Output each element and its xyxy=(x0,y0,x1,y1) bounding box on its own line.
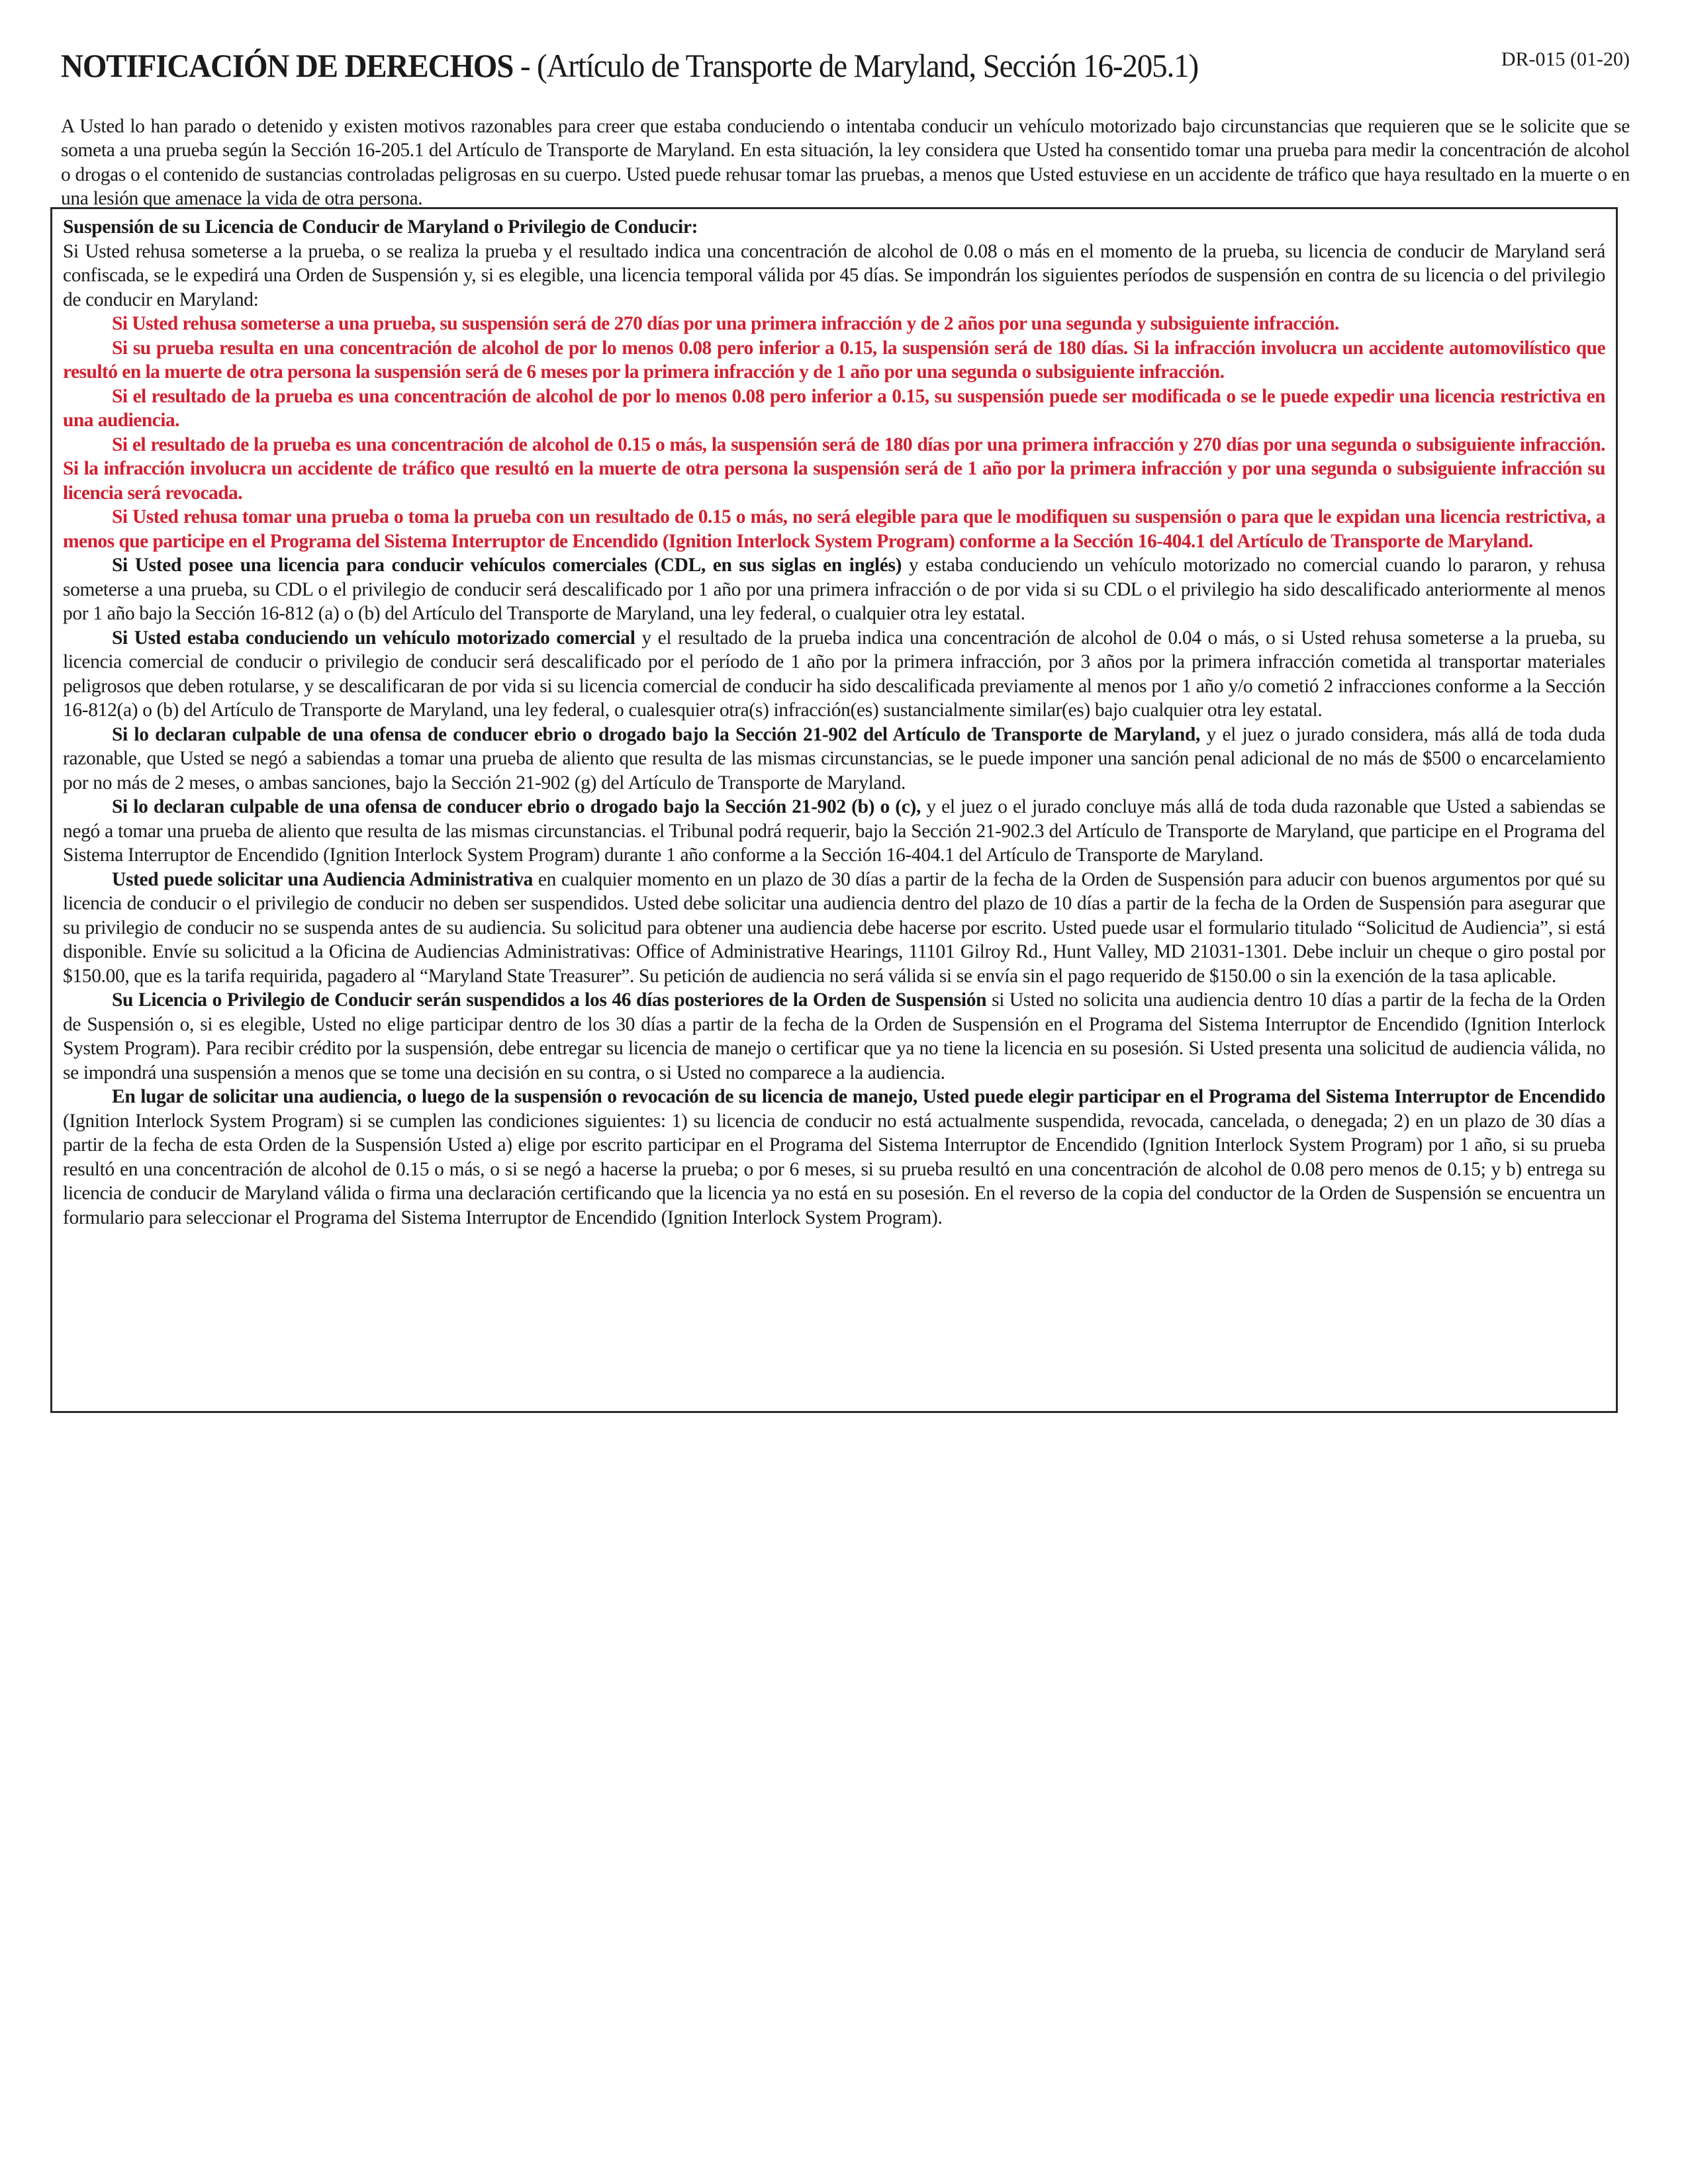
red-paragraph-modification: Si el resultado de la prueba es una concentración de alcohol de por lo menos 0.08 pero inferior a 0.15, su suspensión puede ser modificada o se le puede expedir una licencia restrictiva en una audiencia. xyxy=(63,385,1605,431)
paragraph-lead: Usted puede solicitar una Audiencia Administrativa xyxy=(112,868,533,890)
paragraph-cdl-noncommercial xyxy=(63,553,1605,626)
paragraph-lead: Su Licencia o Privilegio de Conducir serán suspendidos a los 46 días posteriores de la Orden de Suspensión xyxy=(112,989,987,1011)
paragraph-lead: Si lo declaran culpable de una ofensa de conducer ebrio o drogado bajo la Sección 21-902 (b) o (c), xyxy=(112,796,921,817)
suspension-box xyxy=(50,207,1618,1413)
red-paragraph-ignition-interlock: Si Usted rehusa tomar una prueba o toma la prueba con un resultado de 0.15 o más, no será elegible para que le modifiquen su suspensión o para que le expidan una licencia restrictiva, a menos que participe en el Programa del Sistema Interruptor de Encendido (Ignition Interlock System Program) conforme a la Sección 16-404.1 del Artículo de Transporte de Maryland. xyxy=(63,506,1605,552)
intro-paragraph: A Usted lo han parado o detenido y existen motivos razonables para creer que estaba conduciendo o intentaba conducir un vehículo motorizado bajo circunstancias que requieren que se le solicite que se someta a una prueba según la Sección 16-205.1 del Artículo de Transporte de Maryland. En esta situación, la ley considera que Usted ha consentido tomar una prueba para medir la concentración de alcohol o drogas o el contenido de sustancias controladas peligrosas en su cuerpo. Usted puede rehusar tomar las pruebas, a menos que Usted estuviese en un accidente de tráfico que haya resultado en la muerte o en una lesión que amenace la vida de otra persona. xyxy=(61,115,1630,209)
suspension-heading: Suspensión de su Licencia de Conducir de Maryland o Privilegio de Conducir: xyxy=(63,216,698,238)
paragraph-body: y el juez o jurado considera, más allá de toda duda razonable, que Usted se negó a sabiendas a tomar una prueba de aliento que resulta de las mismas circunstancias, se le puede imponer una sanción penal adicional de no más de $500 o encarcelamiento por no más de 2 meses, o ambas sanciones, bajo la Sección 21-902 (g) del Artículo de Transporte de Maryland. xyxy=(63,723,1605,794)
title-bold: NOTIFICACIÓN DE DERECHOS xyxy=(61,47,514,84)
paragraph-admin-hearing xyxy=(63,868,1605,989)
paragraph-body: (Ignition Interlock System Program) si se cumplen las condiciones siguientes: 1) su licencia de conducir no está actualmente suspendida, revocada, cancelada, o denegada; 2) en un plazo de 30 días a partir de la fecha de esta Orden de la Suspensión Usted a) elige por escrito participar en el Programa del Sistema Interruptor de Encendido (Ignition Interlock System Program) por 1 año, si su prueba resultó en una concentración de alcohol de 0.15 o más, o si se negó a hacerse la prueba; o por 6 meses, si su prueba resultó en una concentración de alcohol de 0.08 pero menos de 0.15; y b) entrega su licencia de conducir de Maryland válida o firma una declaración certificando que la licencia ya no está en su posesión. En el reverso de la copia del conductor de la Orden de Suspensión se encuentra un formulario para seleccionar el Programa del Sistema Interruptor de Encendido (Ignition Interlock System Program). xyxy=(63,1110,1605,1228)
document-header xyxy=(61,42,1630,89)
paragraph-lead: Si Usted posee una licencia para conducir vehículos comerciales (CDL, en sus siglas en inglés) xyxy=(112,555,902,576)
paragraph-dui-interlock xyxy=(63,795,1605,868)
paragraph-suspension-46-days xyxy=(63,988,1605,1085)
paragraph-lead: Si Usted estaba conduciendo un vehículo motorizado comercial xyxy=(112,627,635,649)
paragraph-lead: Si lo declaran culpable de una ofensa de conducer ebrio o drogado bajo la Sección 21-902 del Artículo de Transporte de Maryland, xyxy=(112,723,1201,745)
paragraph-body: y el resultado de la prueba indica una concentración de alcohol de 0.04 o más, o si Usted rehusa someterse a la prueba, su licencia comercial de conducir o privilegio de conducir será descalificado por el período de 1 año por la primera infracción, por 3 años por la primera infracción cometida al transportar materiales peligrosos que deben rotularse, y se descalificaran de por vida si su licencia comercial de conducir ha sido descalificada previamente al menos por 1 año y/o cometió 2 infracciones conforme a la Sección 16-812(a) o (b) del Artículo de Transporte de Maryland, una ley federal, o cualesquier otra(s) infracción(es) sustancialmente similar(es) bajo cualquier otra ley estatal. xyxy=(63,627,1605,721)
paragraph-body: si Usted no solicita una audiencia dentro 10 días a partir de la fecha de la Orden de Suspensión o, si es elegible, Usted no elige participar dentro de los 30 días a partir de la fecha de la Orden de Suspensión en el Programa del Sistema Interruptor de Encendido (Ignition Interlock System Program). Para recibir crédito por la suspensión, debe entregar su licencia de manejo o certificar que ya no tiene la licencia en su posesión. Si Usted presenta una solicitud de audiencia válida, no se impondrá una suspensión a menos que se tome una decisión en su contra, o si Usted no comparece a la audiencia. xyxy=(63,989,1605,1083)
title-statute: - (Artículo de Transporte de Maryland, Sección 16-205.1) xyxy=(513,47,1199,84)
paragraph-body: en cualquier momento en un plazo de 30 días a partir de la fecha de la Orden de Suspensión para aducir con buenos argumentos por qué su licencia de conducir o el privilegio de conducir no deben ser suspendidos. Usted debe solicitar una audiencia dentro del plazo de 10 días a partir de la fecha de la Orden de Suspensión para asegurar que su privilegio de conducir no se suspenda antes de su audiencia. Su solicitud para obtener una audiencia debe hacerse por escrito. Usted puede usar el formulario titulado “Solicitud de Audiencia”, si está disponible. Envíe su solicitud a la Oficina de Audiencias Administrativas: Office of Administrative Hearings, 11101 Gilroy Rd., Hunt Valley, MD 21031-1301. Debe incluir un cheque o giro postal por $150.00, que es la tarifa requirida, pagadero al “Maryland State Treasurer”. Su petición de audiencia no será válida si se envía sin el pago requerido de $150.00 o sin la exención de la tasa aplicable. xyxy=(63,868,1605,987)
suspension-box-content xyxy=(63,215,1605,1230)
red-paragraph-008-015: Si su prueba resulta en una concentración de alcohol de por lo menos 0.08 pero inferior a 0.15, la suspensión será de 180 días. Si la infracción involucra un accidente automovilístico que resultó en la muerte de otra persona la suspensión será de 6 meses por la primera infracción y de 1 año por una segunda o subsiguiente infracción. xyxy=(63,337,1605,383)
paragraph-lead: En lugar de solicitar una audiencia, o luego de la suspensión o revocación de su licencia de manejo, Usted puede elegir participar en el Programa del Sistema Interruptor de Encendido xyxy=(112,1086,1605,1107)
red-paragraph-refusal: Si Usted rehusa someterse a una prueba, su suspensión será de 270 días por una primera infracción y de 2 años por una segunda y subsiguiente infracción. xyxy=(112,313,1339,334)
paragraph-dui-penalty xyxy=(63,723,1605,796)
paragraph-interlock-election xyxy=(63,1085,1605,1230)
document-title xyxy=(61,42,1198,89)
paragraph-cdl-commercial xyxy=(63,626,1605,723)
paragraph-body: y el juez o el jurado concluye más allá de toda duda razonable que Usted a sabiendas se negó a tomar una prueba de aliento que resulta de las mismas circunstancias. el Tribunal podrá requerir, bajo la Sección 21-902.3 del Artículo de Transporte de Maryland, que participe en el Programa del Sistema Interruptor de Encendido (Ignition Interlock System Program) durante 1 año conforme a la Sección 16-404.1 del Artículo de Transporte de Maryland. xyxy=(63,796,1605,866)
form-code: DR-015 (01-20) xyxy=(1501,48,1630,70)
red-paragraph-015-plus: Si el resultado de la prueba es una concentración de alcohol de 0.15 o más, la suspensión será de 180 días por una primera infracción y 270 días por una segunda o subsiguiente infracción. Si la infracción involucra un accidente de tráfico que resultó en la muerte de otra persona la suspensión será de 1 año por la primera infracción y por una segunda o subsiguiente infracción su licencia será revocada. xyxy=(63,433,1605,504)
suspension-opening: Si Usted rehusa someterse a la prueba, o se realiza la prueba y el resultado indica una concentración de alcohol de 0.08 o más en el momento de la prueba, su licencia de conducir de Maryland será confiscada, se le expedirá una Orden de Suspensión y, si es elegible, una licencia temporal válida por 45 días. Se impondrán los siguientes períodos de suspensión en contra de su licencia o del privilegio de conducir en Maryland: xyxy=(63,240,1605,310)
paragraph-body: y estaba conduciendo un vehículo motorizado no comercial cuando lo pararon, y rehusa someterse a una prueba, su CDL o el privilegio de conducir será descalificado por 1 año por una primera infracción o de por vida si su CDL o el privilegio ha sido descalificado anteriormente al menos por 1 año bajo la Sección 16-812 (a) o (b) del Artículo del Transporte de Maryland, una ley federal, o cualquier otra ley estatal. xyxy=(63,555,1606,624)
